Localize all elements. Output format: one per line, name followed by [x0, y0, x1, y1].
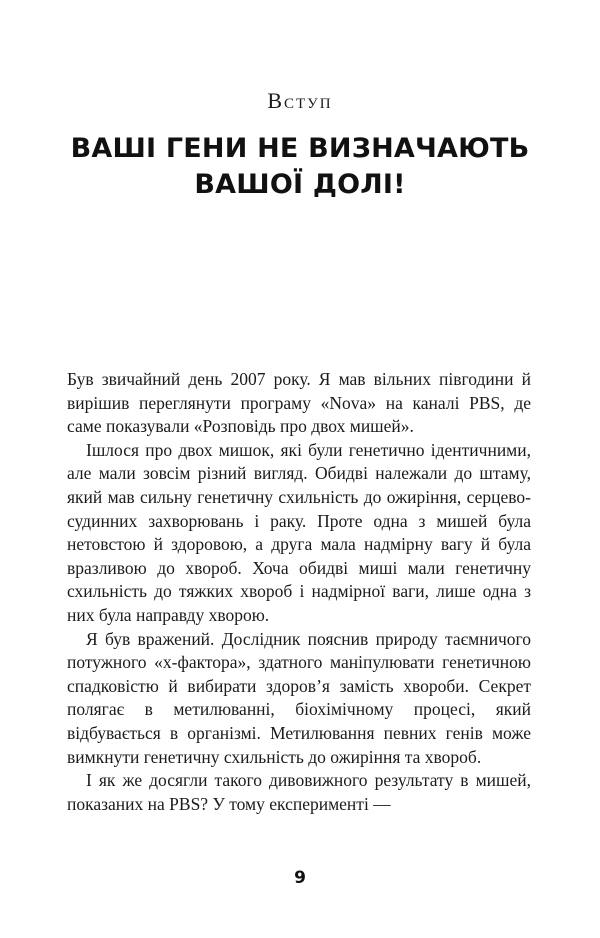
chapter-title-line-2: ВАШОЇ ДОЛІ! [194, 169, 406, 200]
paragraph-2: Ішлося про двох мишок, які були генетично ідентичними, але мали зовсім різний вигляд. Обидві належали до штаму, який мав сильну генетичну схильність до ожиріння, серцево-судинних захворювань і раку. Проте одна з мишей була нетовстою й здоровою, а друга мала надмірну вагу й була вразливою до хвороб. Хоча обидві миші мали генетичну схильність до тяжких хвороб і надмірної ваги, лише одна з них була направду хворою. [67, 439, 531, 625]
chapter-title [40, 131, 560, 203]
paragraph-1: Був звичайний день 2007 року. Я мав вільних півгодини й вирішив переглянути програму «Nova» на каналі PBS, де саме показували «Розповідь про двох мишей». [67, 369, 531, 437]
chapter-label: Вступ [267, 88, 333, 113]
paragraph-4: І як же досягли такого дивовижного результату в мишей, показаних на PBS? У тому експерименті — [67, 770, 531, 814]
chapter-title-line-1: ВАШІ ГЕНИ НЕ ВИЗНАЧАЮТЬ [70, 133, 530, 164]
body-text [67, 368, 531, 816]
page-number: 9 [294, 868, 306, 888]
paragraph-3: Я був вражений. Дослідник пояснив природу таємничого потужного «х-фактора», здатного маніпулювати генетичною спадковістю й вибирати здоров’я замість хвороби. Секрет полягає в метилюванні, біохімічному процесі, який відбувається в організмі. Метилювання певних генів може вимкнути генетичну схильність до ожиріння та хвороб. [67, 628, 531, 767]
